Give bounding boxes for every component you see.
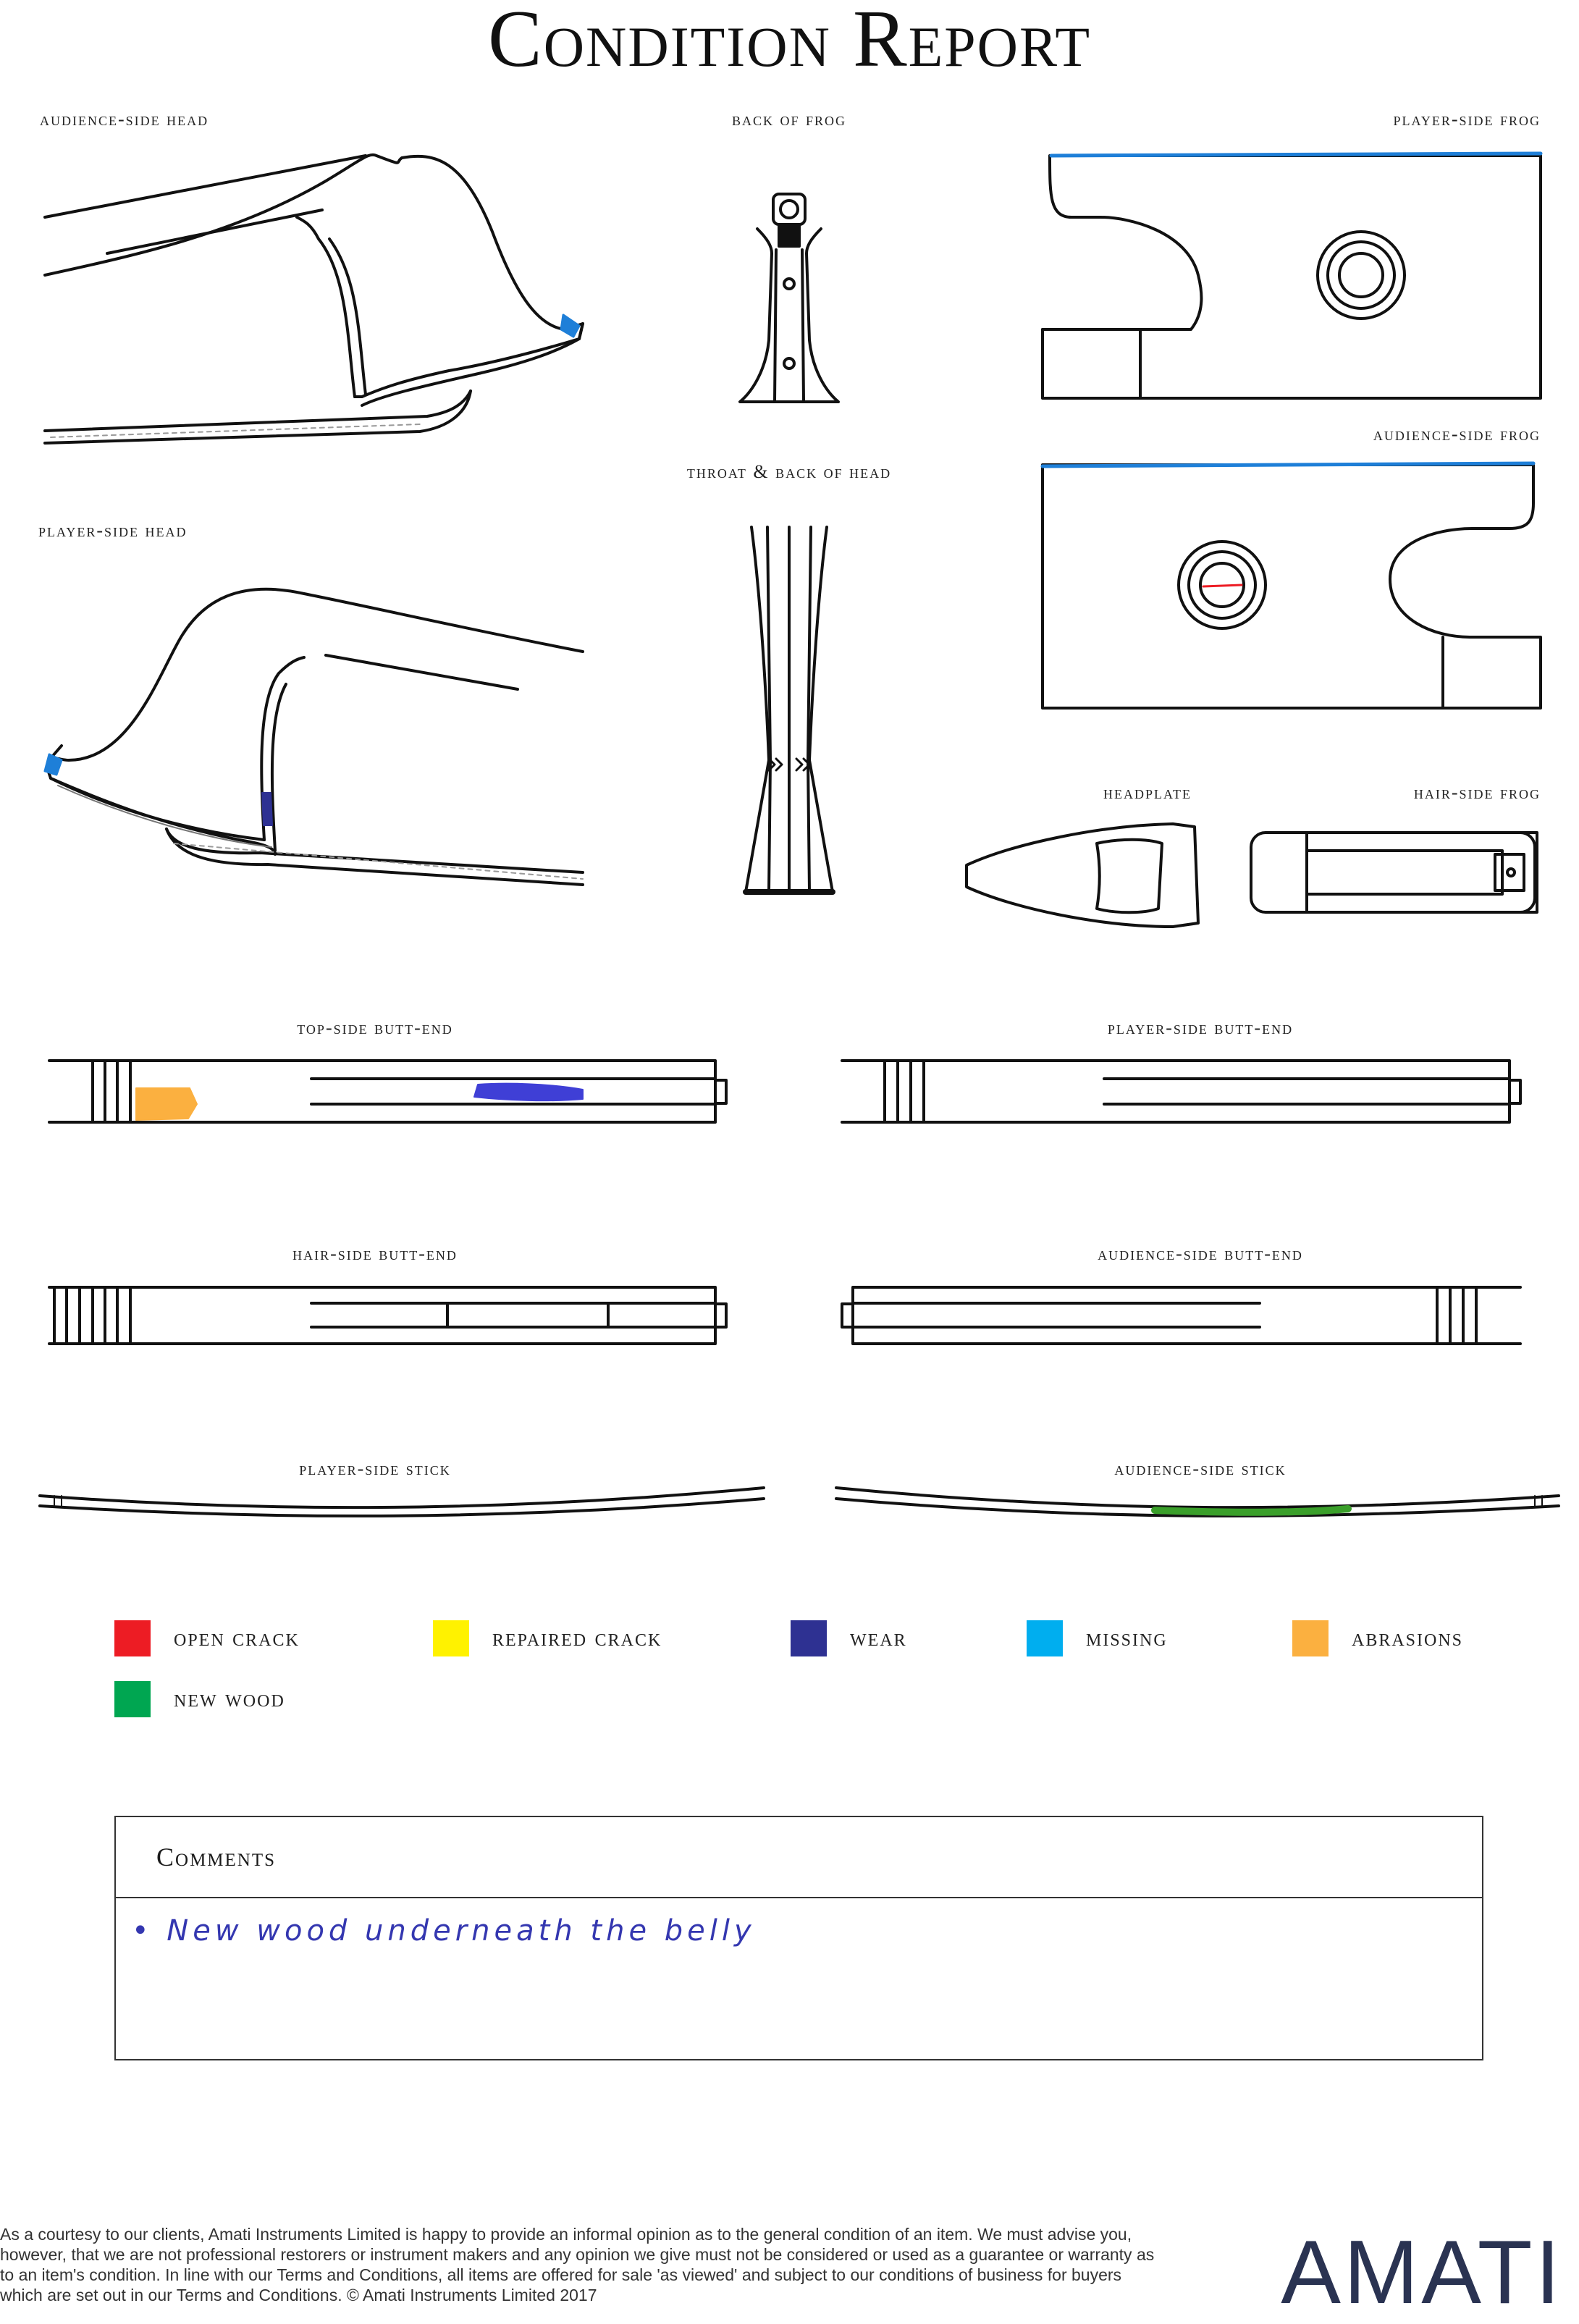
- legend-label-open-crack: open crack: [174, 1625, 300, 1651]
- diagram-player-side-frog: [1043, 153, 1541, 398]
- amati-logo: AMATI: [1281, 2223, 1563, 2323]
- diagram-player-side-stick: [40, 1488, 764, 1516]
- legend-swatch-repaired-crack: [433, 1620, 469, 1656]
- diagram-throat-back-head: [746, 527, 833, 892]
- comments-text: • New wood underneath the belly: [132, 1914, 756, 1948]
- comments-box: [114, 1816, 1483, 2060]
- legend-swatch-wear: [791, 1620, 827, 1656]
- label-player-side-frog: player-side frog: [1393, 109, 1541, 130]
- legend-label-wear: wear: [850, 1625, 907, 1651]
- legend-swatch-new-wood: [114, 1681, 151, 1717]
- diagram-headplate: [967, 824, 1198, 927]
- legend-swatch-abrasions: [1292, 1620, 1329, 1656]
- label-audience-side-frog: audience-side frog: [1373, 424, 1541, 445]
- comments-heading: Comments: [116, 1817, 1482, 1898]
- diagram-audience-side-butt-end: [842, 1287, 1520, 1344]
- diagram-player-side-head: [45, 589, 583, 885]
- legend-item-open-crack: [114, 1620, 300, 1656]
- legend-label-new-wood: new wood: [174, 1685, 285, 1712]
- label-hair-side-butt-end: hair-side butt-end: [292, 1243, 458, 1264]
- label-audience-side-butt-end: audience-side butt-end: [1098, 1243, 1303, 1264]
- legend-item-new-wood: [114, 1681, 285, 1717]
- label-player-side-butt-end: player-side butt-end: [1107, 1017, 1294, 1038]
- label-player-side-stick: player-side stick: [299, 1458, 451, 1479]
- legend-swatch-open-crack: [114, 1620, 151, 1656]
- diagram-top-side-butt-end: [49, 1061, 726, 1122]
- legend-label-repaired-crack: repaired crack: [492, 1625, 662, 1651]
- disclaimer-text: As a courtesy to our clients, Amati Instruments Limited is happy to provide an informal opinion as to the general condition of an item. We must advise you, however, that we are not professional restorers or instrument makers and any opinion we give must not be considered or used as a guarantee or warranty as to an item's condition. In line with our Terms and Conditions, all items are offered for sale 'as viewed' and subject to our conditions of business for buyers which are set out in our Terms and Conditions. © Amati Instruments Limited 2017: [0, 2225, 1155, 2304]
- diagram-hair-side-butt-end: [49, 1287, 726, 1344]
- label-headplate: headplate: [1103, 782, 1192, 803]
- label-player-side-head: player-side head: [38, 520, 188, 541]
- label-hair-side-frog: hair-side frog: [1413, 782, 1541, 803]
- diagram-hair-side-frog: [1251, 833, 1537, 912]
- label-back-of-frog: back of frog: [731, 109, 847, 130]
- label-throat-back-head: throat & back of head: [686, 461, 892, 482]
- label-top-side-butt-end: top-side butt-end: [297, 1017, 453, 1038]
- legend-item-missing: [1027, 1620, 1168, 1656]
- label-audience-side-head: audience-side head: [40, 109, 209, 130]
- diagram-audience-side-frog: [1043, 463, 1541, 708]
- legend-item-repaired-crack: [433, 1620, 662, 1656]
- diagram-audience-side-stick: [836, 1488, 1559, 1516]
- legend-label-missing: missing: [1086, 1625, 1168, 1651]
- label-audience-side-stick: audience-side stick: [1114, 1458, 1287, 1479]
- diagram-audience-side-head: [45, 155, 583, 443]
- legend-item-abrasions: [1292, 1620, 1463, 1656]
- diagram-player-side-butt-end: [842, 1061, 1520, 1122]
- diagram-back-of-frog: [740, 194, 838, 402]
- legend-swatch-missing: [1027, 1620, 1063, 1656]
- legend-item-wear: [791, 1620, 907, 1656]
- legend-label-abrasions: abrasions: [1352, 1625, 1464, 1651]
- page-title: Condition Report: [488, 0, 1091, 84]
